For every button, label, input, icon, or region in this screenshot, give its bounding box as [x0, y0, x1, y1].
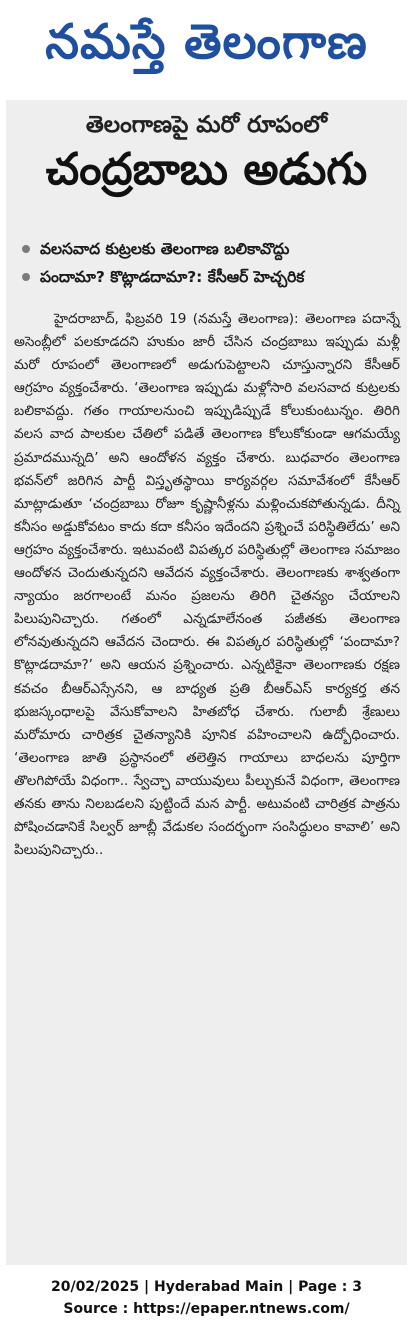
footer-source: Source : https://epaper.ntnews.com/: [63, 1301, 350, 1317]
article-body: [14, 308, 400, 862]
news-clipping: [6, 100, 407, 1265]
footer-edition-info: 20/02/2025 | Hyderabad Main | Page : 3: [50, 1279, 363, 1295]
masthead-title: నమస్తే తెలంగాణ: [45, 13, 368, 70]
newspaper-masthead: [0, 0, 413, 95]
highlight-item: [20, 235, 405, 263]
article-highlights: [20, 235, 405, 291]
highlight-item: [20, 263, 405, 291]
bullet-dot-icon: [22, 245, 30, 253]
highlight-text: వలసవాద కుట్రలకు తెలంగాణ బలికావొద్దు: [40, 240, 290, 258]
article-kicker: తెలంగాణపై మరో రూపంలో: [85, 112, 328, 138]
highlight-text: పందామా? కొట్లాడదామా?: కేసీఆర్ హెచ్చరిక: [40, 268, 305, 286]
article-body-text: హైదరాబాద్, ఫిబ్రవరి 19 (నమస్తే తెలంగాణ): తెలంగాణ పదాన్నే అసెంబ్లీలో పలకూడదని హుకుం జారీ చేసిన చంద్రబాబు ఇప్పుడు మళ్లీ మరో రూపంలో తెలంగాణలో అడుగుపెట్టాలని చూస్తున్నారని కేసీఆర్ ఆగ్రహం వ్యక్తంచేశారు. ‘తెలంగాణ ఇప్పుడు మళ్లోసారి వలసవాద కుట్రలకు బలికావద్దు. గతం గాయాలనుంచి ఇప్పుడిప్పుడే కోలుకుంటున్నం. తిరిగి వలస వాద పాలకుల చేతిలో పడితే తెలంగాణ కోలుకోకుండా ఆగమయ్యే ప్రమాదమున్నది’ అని ఆందోళన వ్యక్తం చేశారు. బుధవారం తెలంగాణ భవన్‌లో జరిగిన పార్టీ విస్తృతస్థాయి కార్యవర్గల సమావేశంలో కేసీఆర్ మాట్లాడుతూ ‘చంద్రబాబు రోజూ కృష్ణానీళ్లను మళ్లించుకపోతున్నడు. దీన్ని కనీసం అడ్డుకోవటం కాదు కదా కనీసం ఇదేందని ప్రశ్నించే పరిస్థితిలేదు’ అని ఆగ్రహం వ్యక్తంచేశారు. ఇటువంటి విపత్కర పరిస్థితుల్లో తెలంగాణ సమాజం ఆందోళన చెందుతున్నదని ఆవేదన వ్యక్తంచేశారు. తెలంగాణకు శాశ్వతంగా న్యాయం జరగాలంటే మనం ప్రజలను తిరిగి చైతన్యం చేయాలని పిలుపునిచ్చారు. గతంలో ఎన్నడూలేనంత పజీతకు తెలంగాణ లోనవుతున్నదని ఆవేదన చెందారు. ఈ విపత్కర పరిస్థితుల్లో ‘పందామా? కొట్లాడదామా?’ అని ఆయన ప్రశ్నించారు. ఎన్నటికైనా తెలంగాణకు రక్షణ కవచం బీఆర్‌ఎస్సేనని, ఆ బాధ్యత ప్రతి బీఆర్‌ఎస్ కార్యకర్త తన భుజస్కంధాలపై వేసుకోవాలని హితబోధ చేశారు. గులాబీ శ్రేణులు మరోమారు చారిత్రక చైతన్యానికి పూనిక వహించాలని ఉద్బోధించారు. ‘తెలంగాణ జాతి ప్రస్థానంలో తలెత్తిన గాయాలు బాధలను పూర్తిగా తొలగిపోయే విధంగా.. స్వేచ్ఛా వాయువులు పీల్చుకునే విధంగా, తెలంగాణ తనకు తాను నిలబడలని పుట్టిందే మన పార్టీ. అటువంటి చారిత్రక పాత్రను పోషించడానికే సిల్వర్ జూబ్లీ వేడుకల సందర్భంగా సంసిద్ధులం కావాలి’ అని పిలుపునిచ్చారు..: [14, 311, 400, 859]
article-headline: చంద్రబాబు అడుగు: [45, 144, 368, 195]
bullet-dot-icon: [22, 273, 30, 281]
page-footer: [0, 1276, 413, 1320]
